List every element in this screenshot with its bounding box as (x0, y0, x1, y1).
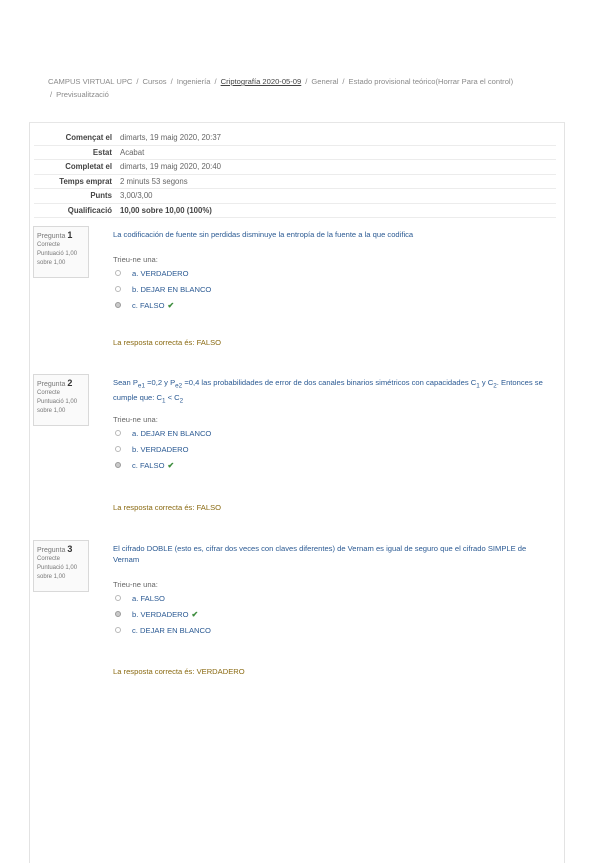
summary-row (34, 131, 556, 145)
checkmark-icon: ✔ (167, 460, 175, 470)
question-num: 2 (67, 378, 73, 388)
question-text (113, 377, 553, 406)
question-label: Pregunta (37, 547, 66, 554)
summary-row (34, 203, 556, 218)
choose-label: Trieu-ne una: (113, 255, 158, 264)
answer-option[interactable] (113, 457, 553, 473)
question-body (113, 543, 553, 638)
subscript: e2 (175, 382, 183, 390)
choose-label: Trieu-ne una: (113, 580, 158, 589)
separator: / (214, 77, 217, 86)
text-part: =0,4 las probabilidades de error de dos canales binarios simétricos con capacidades C (182, 378, 477, 387)
question-max: sobre 1,00 (37, 408, 66, 414)
question-number (37, 231, 85, 241)
question-max: sobre 1,00 (37, 260, 66, 266)
question-info (33, 374, 89, 426)
summary-key: Començat el (34, 131, 118, 145)
answer-option[interactable] (113, 281, 553, 297)
question-score: Puntuació 1,00 (37, 565, 78, 571)
subscript: 1 (476, 382, 480, 390)
text-part: . Entonces se cumple que: C (113, 378, 543, 402)
radio-icon[interactable] (115, 595, 121, 601)
option-label: b. VERDADERO (132, 609, 189, 619)
question-number (37, 545, 85, 555)
radio-icon[interactable] (115, 302, 121, 308)
answer-option[interactable] (113, 425, 553, 441)
question-score: Puntuació 1,00 (37, 399, 78, 405)
separator: / (305, 77, 308, 86)
option-label: b. DEJAR EN BLANCO (132, 284, 212, 294)
answer-option[interactable] (113, 265, 553, 281)
breadcrumb-item[interactable]: General (311, 77, 339, 86)
question-info (33, 540, 89, 592)
separator: / (170, 77, 173, 86)
attempt-summary (34, 131, 556, 218)
question-label: Pregunta (37, 233, 66, 240)
option-label: b. VERDADERO (132, 444, 189, 454)
question-text: El cifrado DOBLE (esto es, cifrar dos veces con claves diferentes) de Vernam es igual de seguro que el cifrado SIMPLE de Vernam (113, 544, 527, 564)
summary-key: Estat (34, 145, 118, 160)
question-body (113, 377, 553, 473)
question-status: Correcte (37, 242, 61, 248)
answer-option[interactable] (113, 441, 553, 457)
breadcrumb-item[interactable]: Criptografía 2020-05-09 (220, 77, 302, 86)
question-max: sobre 1,00 (37, 574, 66, 580)
text-part: =0,2 y P (144, 378, 176, 387)
summary-key: Temps emprat (34, 174, 118, 189)
radio-icon[interactable] (115, 270, 121, 276)
summary-row (34, 174, 556, 189)
breadcrumb-item[interactable]: Ingeniería (176, 77, 211, 86)
radio-icon[interactable] (115, 462, 121, 468)
radio-icon[interactable] (115, 430, 121, 436)
question-body (113, 229, 553, 313)
option-label: a. FALSO (132, 593, 165, 603)
option-label: c. DEJAR EN BLANCO (132, 625, 211, 635)
radio-icon[interactable] (115, 286, 121, 292)
separator: / (136, 77, 139, 86)
separator: / (50, 90, 53, 99)
option-label: a. VERDADERO (132, 268, 189, 278)
summary-value: 2 minuts 53 segons (118, 174, 556, 189)
breadcrumb-item[interactable]: Cursos (142, 77, 167, 86)
answer-option[interactable] (113, 622, 553, 638)
checkmark-icon: ✔ (167, 300, 175, 310)
breadcrumb-current: Previsualització (56, 90, 109, 99)
summary-value: 3,00/3,00 (118, 189, 556, 204)
question-status: Correcte (37, 390, 61, 396)
breadcrumb-item[interactable]: Estado provisional teórico(Horrar Para el control) (348, 77, 514, 86)
question-label: Pregunta (37, 381, 66, 388)
question-score: Puntuació 1,00 (37, 251, 78, 257)
summary-row (34, 145, 556, 160)
breadcrumb-item[interactable]: CAMPUS VIRTUAL UPC (48, 77, 133, 86)
subscript: 2 (179, 397, 184, 405)
radio-icon[interactable] (115, 627, 121, 633)
answer-option[interactable] (113, 590, 553, 606)
summary-value: 10,00 sobre 10,00 (100%) (118, 203, 556, 218)
summary-row (34, 189, 556, 204)
separator: / (342, 77, 345, 86)
summary-row (34, 160, 556, 175)
radio-icon[interactable] (115, 446, 121, 452)
summary-key: Qualificació (34, 203, 118, 218)
feedback-text: La resposta correcta és: VERDADERO (113, 667, 245, 676)
feedback-text: La resposta correcta és: FALSO (113, 338, 222, 347)
question-status: Correcte (37, 556, 61, 562)
question-num: 3 (67, 544, 73, 554)
option-label: a. DEJAR EN BLANCO (132, 428, 212, 438)
summary-value: dimarts, 19 maig 2020, 20:40 (118, 160, 556, 175)
text-part: y C (479, 378, 494, 387)
subscript: 1 (161, 397, 166, 405)
question-text: La codificación de fuente sin perdidas disminuye la entropía de la fuente a la que codifica (113, 230, 414, 239)
text-part: < C (165, 392, 180, 402)
summary-key: Punts (34, 189, 118, 204)
answer-option[interactable] (113, 297, 553, 313)
subscript: 2 (493, 382, 497, 390)
choose-label: Trieu-ne una: (113, 415, 158, 425)
feedback-text: La resposta correcta és: FALSO (113, 503, 222, 512)
answer-option[interactable] (113, 606, 553, 622)
subscript: e1 (137, 382, 145, 390)
option-label: c. FALSO (132, 460, 165, 470)
question-info (33, 226, 89, 278)
summary-value: Acabat (118, 145, 556, 160)
summary-key: Completat el (34, 160, 118, 175)
question-number (37, 379, 85, 389)
option-label: c. FALSO (132, 300, 165, 310)
question-num: 1 (67, 230, 73, 240)
breadcrumb (48, 75, 548, 101)
summary-value: dimarts, 19 maig 2020, 20:37 (118, 131, 556, 145)
radio-icon[interactable] (115, 611, 121, 617)
checkmark-icon: ✔ (191, 609, 199, 619)
text-part: Sean P (113, 378, 138, 387)
